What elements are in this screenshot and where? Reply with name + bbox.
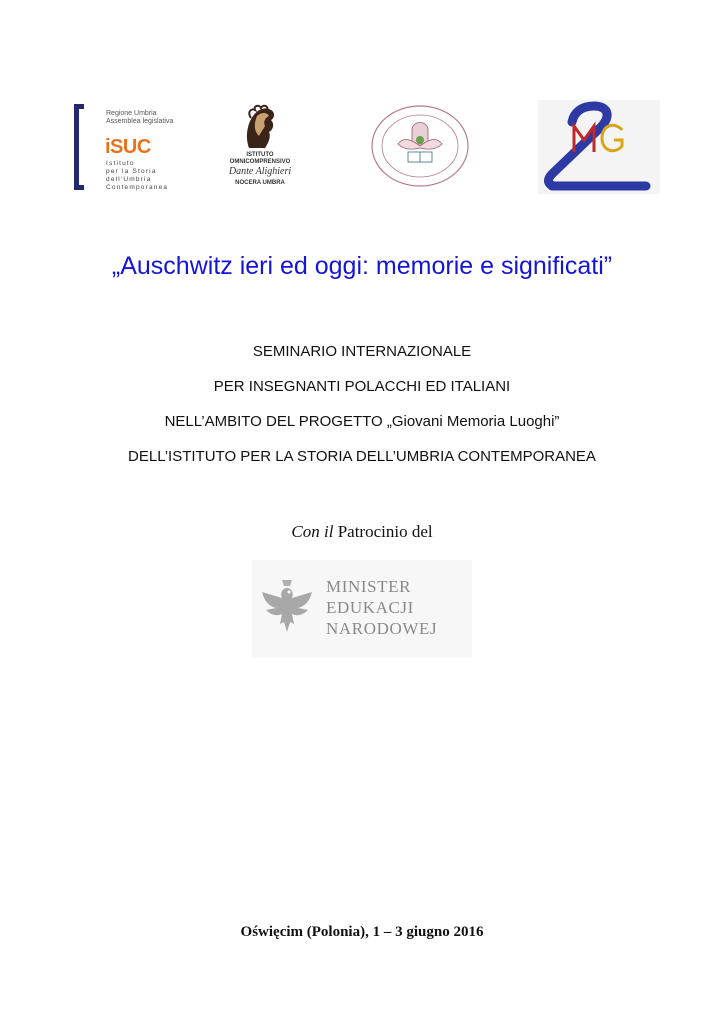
dante-line4: NOCERA UMBRA <box>235 180 285 186</box>
mg2-logo <box>538 100 660 194</box>
dante-line1: ISTITUTO <box>246 152 274 158</box>
seminar-line-3: NELL’AMBITO DEL PROGETTO „Giovani Memoria Luoghi” <box>164 413 560 430</box>
mg2-logo-icon <box>538 100 660 194</box>
school-seal-logo <box>368 100 472 192</box>
minister-logo <box>252 560 472 658</box>
bracket-icon <box>74 104 84 190</box>
isuc-logo <box>70 100 180 192</box>
minister-text <box>326 576 437 639</box>
isuc-mark: iSUC <box>105 136 151 158</box>
isuc-lines <box>106 160 168 192</box>
seminar-line-4: DELL’ISTITUTO PER LA STORIA DELL’UMBRIA CONTEMPORANEA <box>128 448 596 465</box>
seminar-line-1: SEMINARIO INTERNAZIONALE <box>252 343 472 360</box>
patronage-italic: Con il <box>291 522 334 541</box>
isuc-line1: Istituto <box>106 160 135 167</box>
isuc-line4: Contemporanea <box>106 184 169 191</box>
dante-line3: Dante Alighieri <box>228 166 292 177</box>
seminar-line-2: PER INSEGNANTI POLACCHI ED ITALIANI <box>213 378 511 395</box>
dante-line2: OMNICOMPRENSIVO <box>229 159 291 165</box>
isuc-region-line2: Assemblea legislativa <box>106 118 174 125</box>
isuc-line3: dell'Umbria <box>106 176 152 183</box>
eagle-emblem-icon <box>258 574 316 638</box>
dante-portrait-icon <box>235 102 285 152</box>
document-title: „Auschwitz ieri ed oggi: memorie e significati” <box>111 252 613 280</box>
isuc-region-text <box>106 110 173 126</box>
patronage-rest: Patrocinio del <box>337 522 433 541</box>
minister-line1: MINISTER <box>326 577 412 596</box>
isuc-line2: per la Storia <box>106 168 157 175</box>
school-seal-icon <box>368 100 472 192</box>
event-place-date: Oświęcim (Polonia), 1 – 3 giugno 2016 <box>240 924 484 940</box>
minister-line2: EDUKACJI <box>326 598 414 617</box>
patronage-line <box>0 522 724 542</box>
dante-alighieri-logo <box>215 100 305 192</box>
minister-line3: NARODOWEJ <box>326 619 438 638</box>
isuc-region-line1: Regione Umbria <box>106 110 157 117</box>
